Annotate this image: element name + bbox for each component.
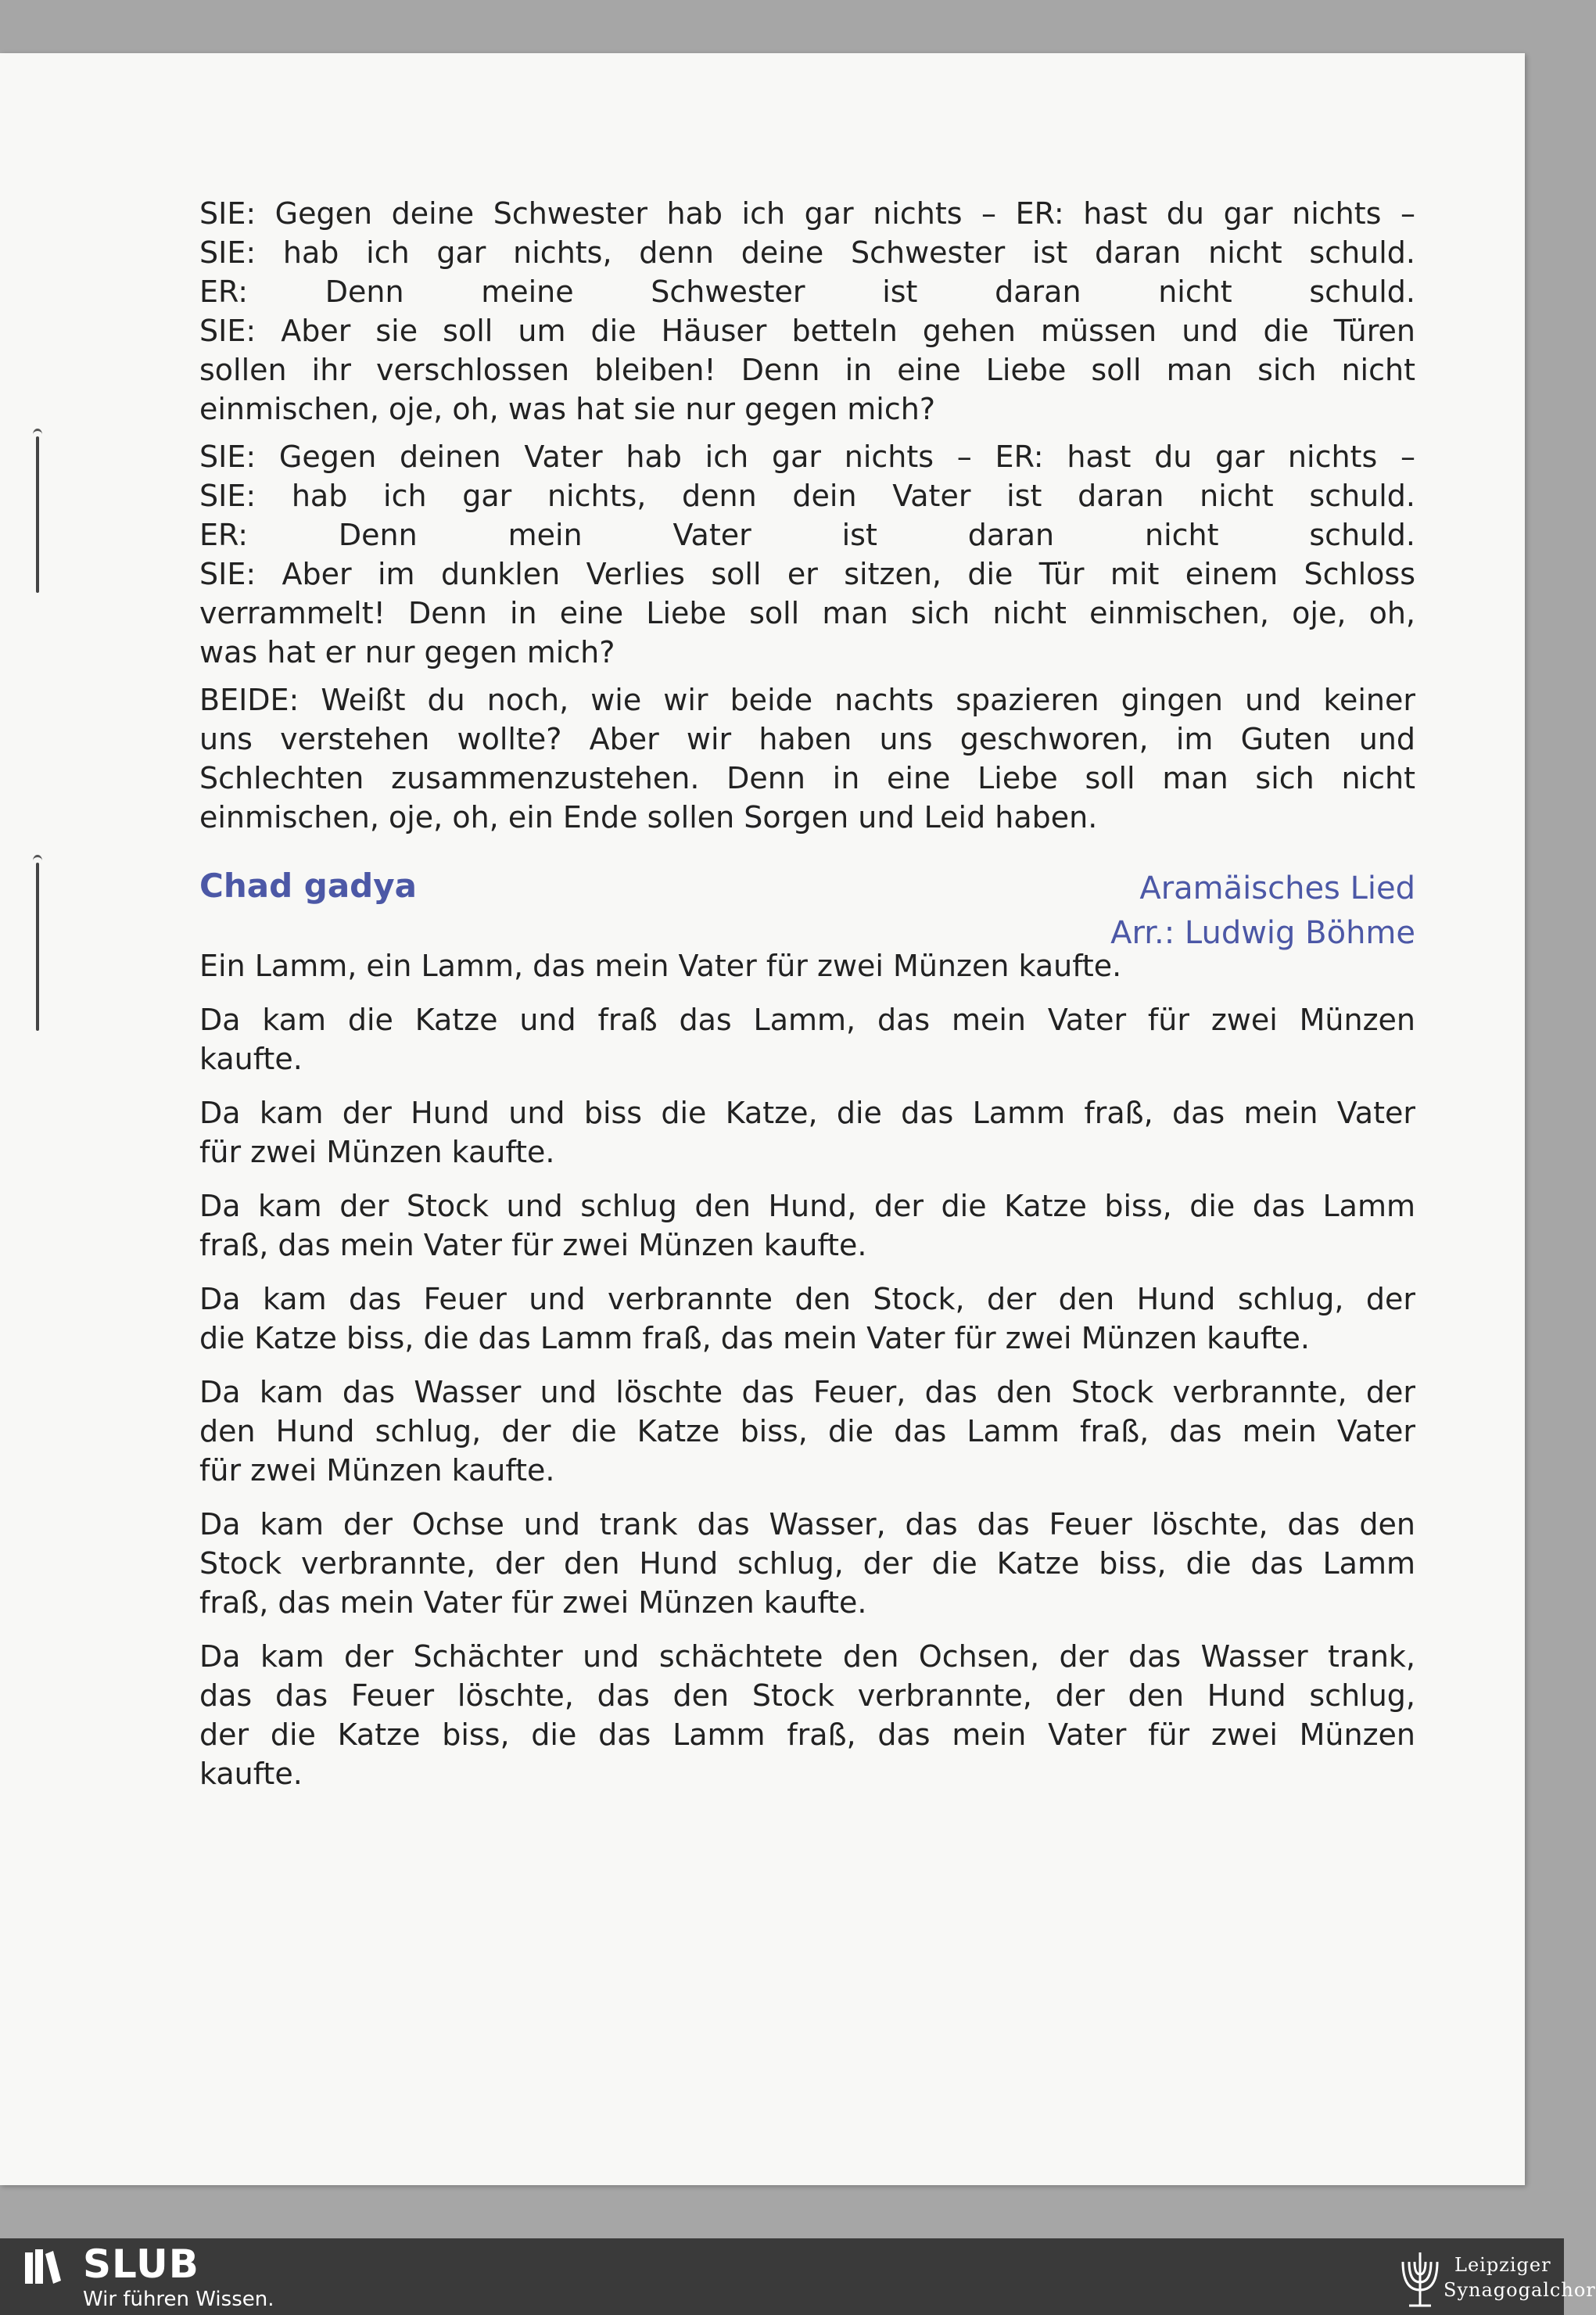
text-line: für zwei Münzen kaufte.: [199, 1135, 555, 1169]
library-name: SLUB: [83, 2241, 199, 2287]
text-line: verrammelt! Denn in eine Liebe soll man sich nicht einmischen, oje, oh,: [199, 596, 1415, 630]
text-line: Stock verbrannte, der den Hund schlug, der die Katze biss, die das Lamm: [199, 1546, 1415, 1581]
dialogue-stanzas: [199, 194, 1415, 837]
text-line: Da kam der Ochse und trank das Wasser, das das Feuer löschte, das den: [199, 1507, 1415, 1542]
text-line: SIE: hab ich gar nichts, denn dein Vater ist daran nicht schuld.: [199, 479, 1415, 513]
song-heading: [199, 860, 1415, 951]
paragraph-gap: [199, 672, 1415, 680]
paragraph-gap: [199, 985, 1415, 1000]
text-line: SIE: Gegen deine Schwester hab ich gar nichts – ER: hast du gar nichts –: [199, 196, 1415, 231]
choir-name-line1: Leipziger: [1454, 2254, 1551, 2276]
verse-3: [199, 1093, 1415, 1172]
text-line: den Hund schlug, der die Katze biss, die das Lamm fraß, das mein Vater: [199, 1414, 1415, 1448]
text-line: Da kam der Stock und schlug den Hund, der die Katze biss, die das Lamm: [199, 1189, 1415, 1223]
booklet-page: [0, 53, 1525, 2185]
paragraph-gap: [199, 429, 1415, 437]
text-line: SIE: Aber im dunklen Verlies soll er sitzen, die Tür mit einem Schloss: [199, 557, 1415, 591]
footer-bar: [0, 2238, 1596, 2315]
text-line: ER: Denn mein Vater ist daran nicht schuld.: [199, 518, 1415, 552]
song-arranger: Arr.: Ludwig Böhme: [1110, 915, 1415, 951]
library-tagline: Wir führen Wissen.: [83, 2288, 274, 2311]
choir-name-line2: Synagogalchor: [1444, 2279, 1596, 2301]
text-line: was hat er nur gegen mich?: [199, 635, 615, 669]
verse-6: [199, 1373, 1415, 1490]
text-line: das das Feuer löschte, das den Stock verbrannte, der den Hund schlug,: [199, 1678, 1415, 1713]
text-line: SIE: Aber sie soll um die Häuser betteln gehen müssen und die Türen: [199, 314, 1415, 348]
staple-bottom: [36, 863, 39, 1031]
song-origin: Aramäisches Lied: [1139, 870, 1415, 906]
song-verses: [199, 946, 1415, 1793]
paragraph-gap: [199, 1622, 1415, 1637]
verse-8: [199, 1637, 1415, 1793]
verse-7: [199, 1505, 1415, 1622]
text-line: Da kam die Katze und fraß das Lamm, das mein Vater für zwei Münzen: [199, 1003, 1415, 1037]
menorah-icon: [1398, 2245, 1442, 2310]
text-line: einmischen, oje, oh, ein Ende sollen Sorgen und Leid haben.: [199, 800, 1098, 834]
stanza-1: [199, 194, 1415, 429]
text-line: Da kam der Hund und biss die Katze, die das Lamm fraß, das mein Vater: [199, 1096, 1415, 1130]
verse-2: [199, 1000, 1415, 1079]
text-line: BEIDE: Weißt du noch, wie wir beide nachts spazieren gingen und keiner: [199, 683, 1415, 717]
text-line: uns verstehen wollte? Aber wir haben uns geschworen, im Guten und: [199, 722, 1415, 756]
paragraph-gap: [199, 1079, 1415, 1093]
text-line: Schlechten zusammenzustehen. Denn in eine Liebe soll man sich nicht: [199, 761, 1415, 795]
text-line: SIE: hab ich gar nichts, denn deine Schwester ist daran nicht schuld.: [199, 235, 1415, 270]
staple-top: [36, 436, 39, 593]
text-line: SIE: Gegen deinen Vater hab ich gar nichts – ER: hast du gar nichts –: [199, 440, 1415, 474]
text-line: fraß, das mein Vater für zwei Münzen kaufte.: [199, 1228, 867, 1262]
text-line: sollen ihr verschlossen bleiben! Denn in eine Liebe soll man sich nicht: [199, 353, 1415, 387]
text-line: ER: Denn meine Schwester ist daran nicht schuld.: [199, 275, 1415, 309]
paragraph-gap: [199, 1358, 1415, 1373]
text-line: für zwei Münzen kaufte.: [199, 1453, 555, 1488]
stanza-3: [199, 680, 1415, 837]
text-line: kaufte.: [199, 1757, 303, 1791]
song-credits: [1110, 867, 1415, 956]
paragraph-gap: [199, 1172, 1415, 1186]
text-line: Da kam der Schächter und schächtete den Ochsen, der das Wasser trank,: [199, 1639, 1415, 1674]
page-content: [199, 194, 1415, 1793]
verse-5: [199, 1280, 1415, 1358]
song-title: Chad gadya: [199, 867, 417, 905]
book-stack-icon: [23, 2248, 64, 2287]
text-line: Ein Lamm, ein Lamm, das mein Vater für zwei Münzen kaufte.: [199, 949, 1122, 983]
paragraph-gap: [199, 1265, 1415, 1280]
paragraph-gap: [199, 1490, 1415, 1505]
text-line: fraß, das mein Vater für zwei Münzen kaufte.: [199, 1585, 867, 1620]
stanza-2: [199, 437, 1415, 672]
text-line: einmischen, oje, oh, was hat sie nur gegen mich?: [199, 392, 935, 426]
text-line: die Katze biss, die das Lamm fraß, das mein Vater für zwei Münzen kaufte.: [199, 1321, 1310, 1355]
text-line: Da kam das Wasser und löschte das Feuer, das den Stock verbrannte, der: [199, 1375, 1415, 1409]
text-line: kaufte.: [199, 1042, 303, 1076]
text-line: Da kam das Feuer und verbrannte den Stock, der den Hund schlug, der: [199, 1282, 1415, 1316]
verse-4: [199, 1186, 1415, 1265]
text-line: der die Katze biss, die das Lamm fraß, das mein Vater für zwei Münzen: [199, 1717, 1415, 1752]
